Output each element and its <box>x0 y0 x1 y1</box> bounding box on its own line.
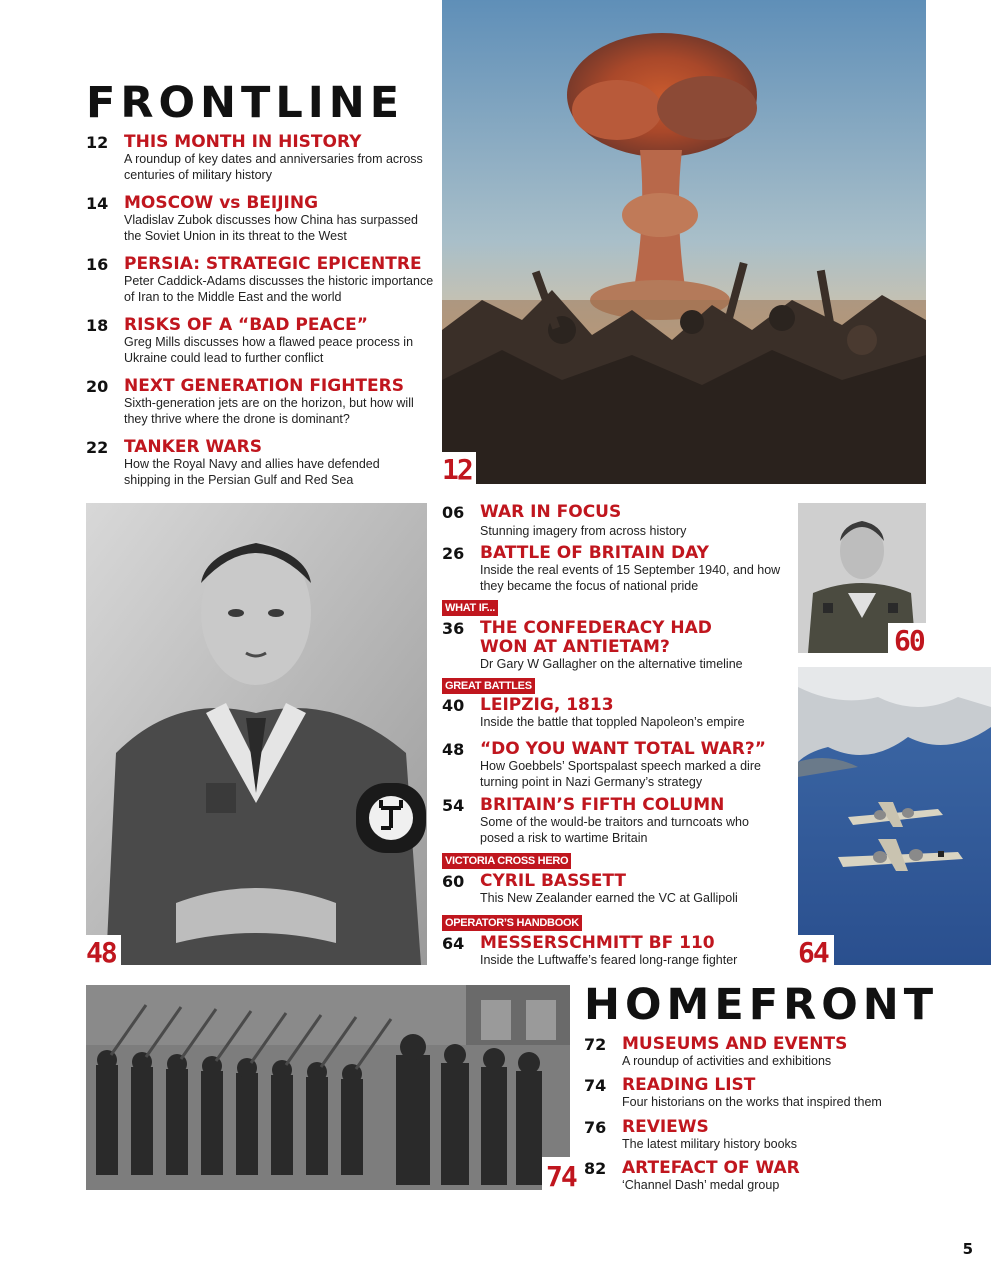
entry-page-number: 54 <box>442 796 465 815</box>
entry-title: RISKS OF A “BAD PEACE” <box>124 315 368 335</box>
entry-page-number: 14 <box>86 194 109 213</box>
entry-description: This New Zealander earned the VC at Gallipoli <box>480 891 738 905</box>
entry-page-number: 20 <box>86 377 109 396</box>
entry-title: MESSERSCHMITT BF 110 <box>480 933 715 953</box>
entry-page-number: 64 <box>442 934 465 953</box>
entry-description: A roundup of activities and exhibitions <box>622 1054 832 1068</box>
frontline-title: FRONTLINE <box>86 78 405 128</box>
entry-title: MUSEUMS AND EVENTS <box>622 1034 848 1054</box>
entry-page-number: 26 <box>442 544 465 563</box>
entry-title: WAR IN FOCUS <box>480 502 622 522</box>
entry-page-number: 72 <box>584 1035 607 1054</box>
entry-page-number: 06 <box>442 503 465 522</box>
category-tag-great-battles: GREAT BATTLES <box>442 678 535 694</box>
entry-description: Four historians on the works that inspired them <box>622 1095 882 1109</box>
entry-description: ‘Channel Dash’ medal group <box>622 1178 780 1192</box>
entry-page-number: 18 <box>86 316 109 335</box>
entry-title: PERSIA: STRATEGIC EPICENTRE <box>124 254 422 274</box>
entry-description: Stunning imagery from across history <box>480 524 687 538</box>
entry-description: How the Royal Navy and allies have defended shipping in the Persian Gulf and Red Sea <box>124 457 380 487</box>
messerschmitt-planes-photo[interactable] <box>798 667 991 969</box>
entry-description: Dr Gary W Gallagher on the alternative timeline <box>480 657 743 671</box>
entry-page-number: 60 <box>442 872 465 891</box>
entry-title: READING LIST <box>622 1075 756 1095</box>
entry-description: Vladislav Zubok discusses how China has surpassed the Soviet Union in its threat to the West <box>124 213 418 243</box>
entry-description: The latest military history books <box>622 1137 798 1151</box>
entry-page-number: 82 <box>584 1159 607 1178</box>
entry-title: ARTEFACT OF WAR <box>622 1158 800 1178</box>
entry-title: NEXT GENERATION FIGHTERS <box>124 376 404 396</box>
mushroom-cloud-photo[interactable] <box>442 0 926 484</box>
category-tag-operators-handbook: OPERATOR’S HANDBOOK <box>442 915 582 931</box>
entry-page-number: 48 <box>442 740 465 759</box>
entry-description: Some of the would-be traitors and turncoats who posed a risk to wartime Britain <box>480 815 749 845</box>
entry-description: Inside the battle that toppled Napoleon’s empire <box>480 715 745 729</box>
entry-description: Sixth-generation jets are on the horizon, but how will they thrive where the drone is dominant? <box>124 396 414 426</box>
entry-description: Inside the real events of 15 September 1940, and how they became the focus of national pride <box>480 563 781 593</box>
photo-page-number: 60 <box>888 623 927 658</box>
entry-title: REVIEWS <box>622 1117 709 1137</box>
entry-description: A roundup of key dates and anniversaries from across centuries of military history <box>124 152 423 182</box>
entry-title: TANKER WARS <box>124 437 262 457</box>
category-tag-what-if: WHAT IF... <box>442 600 498 616</box>
entry-title: LEIPZIG, 1813 <box>480 695 614 715</box>
entry-title: “DO YOU WANT TOTAL WAR?” <box>480 739 766 759</box>
entry-page-number: 74 <box>584 1076 607 1095</box>
entry-page-number: 22 <box>86 438 109 457</box>
entry-title: BATTLE OF BRITAIN DAY <box>480 543 709 563</box>
entry-description: Inside the Luftwaffe’s feared long-range fighter <box>480 953 738 967</box>
entry-title: BRITAIN’S FIFTH COLUMN <box>480 795 725 815</box>
entry-page-number: 36 <box>442 619 465 638</box>
photo-page-number: 12 <box>442 452 476 484</box>
soldiers-parade-photo[interactable] <box>86 985 576 1193</box>
goebbels-photo[interactable] <box>86 503 427 969</box>
entry-title: THE CONFEDERACY HAD WON AT ANTIETAM? <box>480 618 712 657</box>
entry-page-number: 40 <box>442 696 465 715</box>
entry-description: Peter Caddick-Adams discusses the historic importance of Iran to the Middle East and the world <box>124 274 434 304</box>
soldier-portrait-photo[interactable] <box>798 503 926 657</box>
category-tag-victoria-cross-hero: VICTORIA CROSS HERO <box>442 853 571 869</box>
entry-description: How Goebbels’ Sportspalast speech marked a dire turning point in Nazi Germany’s strategy <box>480 759 761 789</box>
photo-page-number: 64 <box>798 935 834 967</box>
photo-page-number: 74 <box>542 1157 580 1195</box>
homefront-title: HOMEFRONT <box>584 980 939 1030</box>
entry-page-number: 12 <box>86 133 109 152</box>
entry-title: MOSCOW vs BEIJING <box>124 193 319 213</box>
photo-page-number: 48 <box>86 935 121 967</box>
entry-page-number: 16 <box>86 255 109 274</box>
entry-title: CYRIL BASSETT <box>480 871 626 891</box>
entry-page-number: 76 <box>584 1118 607 1137</box>
entry-title: THIS MONTH IN HISTORY <box>124 132 362 152</box>
page-number: 5 <box>962 1240 973 1258</box>
entry-description: Greg Mills discusses how a flawed peace process in Ukraine could lead to further conflict <box>124 335 414 365</box>
